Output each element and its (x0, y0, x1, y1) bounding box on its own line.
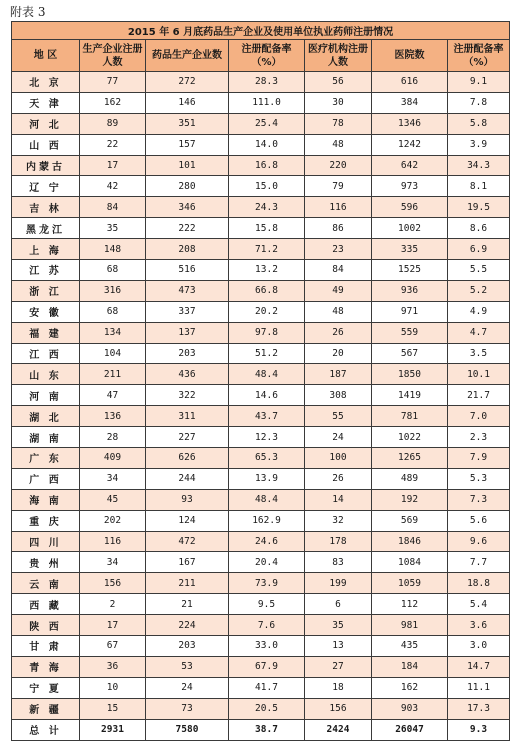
value-cell: 12.3 (229, 427, 305, 448)
table-row (12, 343, 510, 364)
value-cell: 7580 (146, 719, 229, 740)
value-cell: 7.0 (448, 406, 510, 427)
value-cell: 1346 (372, 113, 448, 134)
value-cell: 21.7 (448, 385, 510, 406)
value-cell: 89 (80, 113, 146, 134)
table-row (12, 197, 510, 218)
region-cell: 甘 肃 (12, 636, 80, 657)
value-cell: 1002 (372, 218, 448, 239)
table-row (12, 92, 510, 113)
value-cell: 13.9 (229, 468, 305, 489)
value-cell: 316 (80, 280, 146, 301)
value-cell: 116 (80, 531, 146, 552)
value-cell: 489 (372, 468, 448, 489)
table-row (12, 489, 510, 510)
value-cell: 2.3 (448, 427, 510, 448)
value-cell: 49 (305, 280, 372, 301)
value-cell: 3.0 (448, 636, 510, 657)
value-cell: 47 (80, 385, 146, 406)
value-cell: 78 (305, 113, 372, 134)
column-header: 生产企业注册人数 (80, 40, 146, 72)
region-cell: 辽 宁 (12, 176, 80, 197)
value-cell: 17.3 (448, 698, 510, 719)
value-cell: 7.6 (229, 615, 305, 636)
table-row (12, 573, 510, 594)
table-caption: 附表 3 (10, 5, 46, 19)
value-cell: 224 (146, 615, 229, 636)
value-cell: 409 (80, 448, 146, 469)
table-row (12, 531, 510, 552)
value-cell: 202 (80, 510, 146, 531)
value-cell: 5.2 (448, 280, 510, 301)
value-cell: 68 (80, 301, 146, 322)
value-cell: 15.8 (229, 218, 305, 239)
table-row (12, 72, 510, 93)
value-cell: 222 (146, 218, 229, 239)
region-cell: 河 南 (12, 385, 80, 406)
value-cell: 162.9 (229, 510, 305, 531)
value-cell: 35 (80, 218, 146, 239)
column-header: 医院数 (372, 40, 448, 72)
table-row (12, 656, 510, 677)
region-cell: 上 海 (12, 239, 80, 260)
value-cell: 626 (146, 448, 229, 469)
value-cell: 68 (80, 260, 146, 281)
value-cell: 203 (146, 343, 229, 364)
value-cell: 18.8 (448, 573, 510, 594)
value-cell: 211 (146, 573, 229, 594)
value-cell: 45 (80, 489, 146, 510)
value-cell: 322 (146, 385, 229, 406)
value-cell: 516 (146, 260, 229, 281)
value-cell: 244 (146, 468, 229, 489)
column-header: 注册配备率（%） (229, 40, 305, 72)
table-row (12, 510, 510, 531)
value-cell: 5.5 (448, 260, 510, 281)
region-cell: 安 徽 (12, 301, 80, 322)
value-cell: 1059 (372, 573, 448, 594)
value-cell: 79 (305, 176, 372, 197)
value-cell: 971 (372, 301, 448, 322)
value-cell: 435 (372, 636, 448, 657)
region-cell: 广 西 (12, 468, 80, 489)
value-cell: 567 (372, 343, 448, 364)
value-cell: 28.3 (229, 72, 305, 93)
value-cell: 26 (305, 468, 372, 489)
value-cell: 14.0 (229, 134, 305, 155)
value-cell: 559 (372, 322, 448, 343)
value-cell: 66.8 (229, 280, 305, 301)
table-row (12, 134, 510, 155)
value-cell: 84 (305, 260, 372, 281)
value-cell: 9.1 (448, 72, 510, 93)
value-cell: 15 (80, 698, 146, 719)
value-cell: 981 (372, 615, 448, 636)
table-row (12, 677, 510, 698)
region-cell: 海 南 (12, 489, 80, 510)
table-row (12, 260, 510, 281)
value-cell: 9.5 (229, 594, 305, 615)
value-cell: 30 (305, 92, 372, 113)
value-cell: 77 (80, 72, 146, 93)
table-row (12, 698, 510, 719)
region-cell: 黑龙江 (12, 218, 80, 239)
value-cell: 86 (305, 218, 372, 239)
value-cell: 20.5 (229, 698, 305, 719)
value-cell: 337 (146, 301, 229, 322)
value-cell: 5.6 (448, 510, 510, 531)
table-row (12, 218, 510, 239)
value-cell: 83 (305, 552, 372, 573)
value-cell: 208 (146, 239, 229, 260)
value-cell: 26047 (372, 719, 448, 740)
value-cell: 22 (80, 134, 146, 155)
value-cell: 8.1 (448, 176, 510, 197)
value-cell: 43.7 (229, 406, 305, 427)
region-cell: 贵 州 (12, 552, 80, 573)
value-cell: 7.3 (448, 489, 510, 510)
value-cell: 9.6 (448, 531, 510, 552)
table-row (12, 113, 510, 134)
value-cell: 38.7 (229, 719, 305, 740)
value-cell: 4.7 (448, 322, 510, 343)
value-cell: 34 (80, 468, 146, 489)
value-cell: 272 (146, 72, 229, 93)
value-cell: 24.6 (229, 531, 305, 552)
table-row (12, 155, 510, 176)
value-cell: 280 (146, 176, 229, 197)
table-row (12, 280, 510, 301)
value-cell: 16.8 (229, 155, 305, 176)
region-cell: 北 京 (12, 72, 80, 93)
value-cell: 162 (80, 92, 146, 113)
value-cell: 227 (146, 427, 229, 448)
value-cell: 23 (305, 239, 372, 260)
table-row (12, 364, 510, 385)
value-cell: 24 (305, 427, 372, 448)
value-cell: 65.3 (229, 448, 305, 469)
value-cell: 1850 (372, 364, 448, 385)
region-cell: 重 庆 (12, 510, 80, 531)
value-cell: 51.2 (229, 343, 305, 364)
region-cell: 福 建 (12, 322, 80, 343)
value-cell: 351 (146, 113, 229, 134)
region-cell: 江 西 (12, 343, 80, 364)
region-cell: 河 北 (12, 113, 80, 134)
value-cell: 5.3 (448, 468, 510, 489)
value-cell: 67 (80, 636, 146, 657)
value-cell: 1525 (372, 260, 448, 281)
region-cell: 广 东 (12, 448, 80, 469)
value-cell: 220 (305, 155, 372, 176)
value-cell: 936 (372, 280, 448, 301)
value-cell: 17 (80, 155, 146, 176)
table-body (12, 72, 510, 741)
column-header: 药品生产企业数 (146, 40, 229, 72)
region-cell: 湖 南 (12, 427, 80, 448)
value-cell: 48.4 (229, 364, 305, 385)
value-cell: 24.3 (229, 197, 305, 218)
value-cell: 48 (305, 134, 372, 155)
value-cell: 8.6 (448, 218, 510, 239)
value-cell: 7.7 (448, 552, 510, 573)
value-cell: 56 (305, 72, 372, 93)
table-row (12, 406, 510, 427)
value-cell: 10.1 (448, 364, 510, 385)
value-cell: 14.7 (448, 656, 510, 677)
value-cell: 32 (305, 510, 372, 531)
value-cell: 13 (305, 636, 372, 657)
value-cell: 101 (146, 155, 229, 176)
value-cell: 35 (305, 615, 372, 636)
region-cell: 江 苏 (12, 260, 80, 281)
value-cell: 3.9 (448, 134, 510, 155)
region-cell: 山 西 (12, 134, 80, 155)
region-cell: 新 疆 (12, 698, 80, 719)
value-cell: 10 (80, 677, 146, 698)
value-cell: 4.9 (448, 301, 510, 322)
value-cell: 472 (146, 531, 229, 552)
value-cell: 384 (372, 92, 448, 113)
table-row (12, 594, 510, 615)
table-row (12, 615, 510, 636)
table-row (12, 552, 510, 573)
total-row (12, 719, 510, 740)
value-cell: 21 (146, 594, 229, 615)
region-cell: 吉 林 (12, 197, 80, 218)
value-cell: 616 (372, 72, 448, 93)
column-header: 地 区 (12, 40, 80, 72)
value-cell: 134 (80, 322, 146, 343)
value-cell: 308 (305, 385, 372, 406)
value-cell: 973 (372, 176, 448, 197)
table-row (12, 301, 510, 322)
region-cell: 湖 北 (12, 406, 80, 427)
value-cell: 73.9 (229, 573, 305, 594)
value-cell: 335 (372, 239, 448, 260)
value-cell: 42 (80, 176, 146, 197)
value-cell: 2931 (80, 719, 146, 740)
value-cell: 25.4 (229, 113, 305, 134)
value-cell: 7.9 (448, 448, 510, 469)
region-cell: 内蒙古 (12, 155, 80, 176)
value-cell: 148 (80, 239, 146, 260)
value-cell: 20.4 (229, 552, 305, 573)
value-cell: 203 (146, 636, 229, 657)
value-cell: 34 (80, 552, 146, 573)
region-cell: 四 川 (12, 531, 80, 552)
value-cell: 93 (146, 489, 229, 510)
value-cell: 6 (305, 594, 372, 615)
value-cell: 903 (372, 698, 448, 719)
column-header: 注册配备率（%） (448, 40, 510, 72)
table-row (12, 176, 510, 197)
value-cell: 14.6 (229, 385, 305, 406)
value-cell: 55 (305, 406, 372, 427)
value-cell: 1265 (372, 448, 448, 469)
region-cell: 浙 江 (12, 280, 80, 301)
value-cell: 184 (372, 656, 448, 677)
value-cell: 53 (146, 656, 229, 677)
value-cell: 5.8 (448, 113, 510, 134)
value-cell: 100 (305, 448, 372, 469)
value-cell: 156 (80, 573, 146, 594)
value-cell: 156 (305, 698, 372, 719)
value-cell: 146 (146, 92, 229, 113)
value-cell: 642 (372, 155, 448, 176)
value-cell: 20 (305, 343, 372, 364)
value-cell: 116 (305, 197, 372, 218)
value-cell: 34.3 (448, 155, 510, 176)
value-cell: 13.2 (229, 260, 305, 281)
region-cell: 天 津 (12, 92, 80, 113)
region-cell: 青 海 (12, 656, 80, 677)
value-cell: 41.7 (229, 677, 305, 698)
region-cell: 山 东 (12, 364, 80, 385)
value-cell: 112 (372, 594, 448, 615)
value-cell: 24 (146, 677, 229, 698)
column-header: 医疗机构注册人数 (305, 40, 372, 72)
value-cell: 167 (146, 552, 229, 573)
region-cell: 陕 西 (12, 615, 80, 636)
value-cell: 9.3 (448, 719, 510, 740)
value-cell: 311 (146, 406, 229, 427)
value-cell: 67.9 (229, 656, 305, 677)
value-cell: 111.0 (229, 92, 305, 113)
value-cell: 211 (80, 364, 146, 385)
value-cell: 48.4 (229, 489, 305, 510)
value-cell: 187 (305, 364, 372, 385)
table-row (12, 468, 510, 489)
value-cell: 137 (146, 322, 229, 343)
value-cell: 84 (80, 197, 146, 218)
value-cell: 157 (146, 134, 229, 155)
value-cell: 596 (372, 197, 448, 218)
value-cell: 1084 (372, 552, 448, 573)
region-cell: 西 藏 (12, 594, 80, 615)
value-cell: 3.6 (448, 615, 510, 636)
value-cell: 178 (305, 531, 372, 552)
value-cell: 1242 (372, 134, 448, 155)
value-cell: 136 (80, 406, 146, 427)
pharmacist-registration-table (11, 21, 510, 741)
value-cell: 28 (80, 427, 146, 448)
value-cell: 97.8 (229, 322, 305, 343)
value-cell: 15.0 (229, 176, 305, 197)
value-cell: 5.4 (448, 594, 510, 615)
header-row (12, 40, 510, 72)
table-row (12, 385, 510, 406)
region-cell: 宁 夏 (12, 677, 80, 698)
table-row (12, 239, 510, 260)
value-cell: 569 (372, 510, 448, 531)
table-row (12, 448, 510, 469)
value-cell: 473 (146, 280, 229, 301)
value-cell: 20.2 (229, 301, 305, 322)
value-cell: 162 (372, 677, 448, 698)
value-cell: 19.5 (448, 197, 510, 218)
value-cell: 71.2 (229, 239, 305, 260)
table-title: 2015 年 6 月底药品生产企业及使用单位执业药师注册情况 (12, 22, 510, 40)
value-cell: 36 (80, 656, 146, 677)
value-cell: 17 (80, 615, 146, 636)
table-row (12, 322, 510, 343)
table-row (12, 636, 510, 657)
value-cell: 14 (305, 489, 372, 510)
value-cell: 436 (146, 364, 229, 385)
region-cell: 云 南 (12, 573, 80, 594)
value-cell: 26 (305, 322, 372, 343)
value-cell: 2424 (305, 719, 372, 740)
value-cell: 27 (305, 656, 372, 677)
value-cell: 192 (372, 489, 448, 510)
table-row (12, 427, 510, 448)
value-cell: 2 (80, 594, 146, 615)
value-cell: 3.5 (448, 343, 510, 364)
value-cell: 73 (146, 698, 229, 719)
value-cell: 48 (305, 301, 372, 322)
value-cell: 199 (305, 573, 372, 594)
value-cell: 18 (305, 677, 372, 698)
value-cell: 781 (372, 406, 448, 427)
value-cell: 7.8 (448, 92, 510, 113)
value-cell: 6.9 (448, 239, 510, 260)
value-cell: 33.0 (229, 636, 305, 657)
value-cell: 1846 (372, 531, 448, 552)
value-cell: 104 (80, 343, 146, 364)
value-cell: 11.1 (448, 677, 510, 698)
value-cell: 124 (146, 510, 229, 531)
value-cell: 346 (146, 197, 229, 218)
value-cell: 1419 (372, 385, 448, 406)
region-cell: 总 计 (12, 719, 80, 740)
value-cell: 1022 (372, 427, 448, 448)
